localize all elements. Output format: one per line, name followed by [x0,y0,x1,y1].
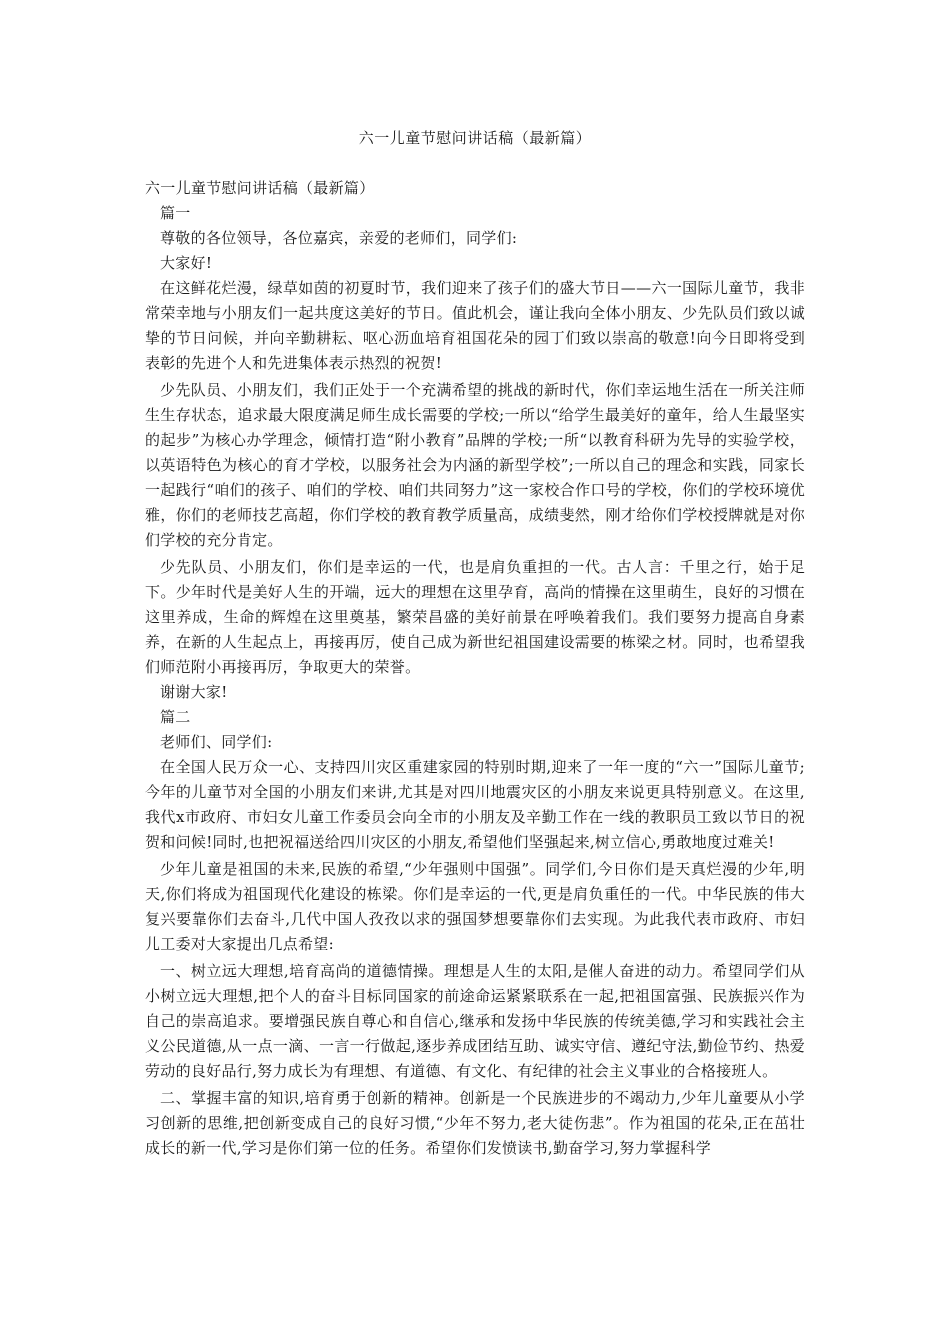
paragraph: 少年儿童是祖国的未来,民族的希望,“少年强则中国强”。同学们,今日你们是天真烂漫的少年,明天,你们将成为祖国现代化建设的栋梁。你们是幸运的一代,更是肩负重任的一代。中华民族的伟大复兴要靠你们去奋斗,几代中国人孜孜以求的强国梦想要靠你们去实现。为此我代表市政府、市妇儿工委对大家提出几点希望: [145,860,805,953]
paragraph: 少先队员、小朋友们，你们是幸运的一代，也是肩负重担的一代。古人言：千里之行，始于足下。少年时代是美好人生的开端，远大的理想在这里孕育，高尚的情操在这里萌生，良好的习惯在这里养成，生命的辉煌在这里奠基，繁荣昌盛的美好前景在呼唤着我们。我们要努力提高自身素养，在新的人生起点上，再接再厉，使自己成为新世纪祖国建设需要的栋梁之材。同时，也希望我们师范附小再接再厉，争取更大的荣誉。 [145,558,805,676]
closing-1: 谢谢大家! [160,683,228,701]
paragraph: 在这鲜花烂漫，绿草如茵的初夏时节，我们迎来了孩子们的盛大节日——六一国际儿童节，我非常荣幸地与小朋友们一起共度这美好的节日。值此机会，谨让我向全体小朋友、少先队员们致以诚挚的节日问候，并向辛勤耕耘、呕心沥血培育祖国花朵的园丁们致以崇高的敬意!向今日即将受到表彰的先进个人和先进集体表示热烈的祝贺! [145,279,805,372]
section-heading-1: 篇一 [160,204,191,222]
paragraph: 一、树立远大理想,培育高尚的道德情操。理想是人生的太阳,是催人奋进的动力。希望同学们从小树立远大理想,把个人的奋斗目标同国家的前途命运紧紧联系在一起,把祖国富强、民族振兴作为自己的崇高追求。要增强民族自尊心和自信心,继承和发扬中华民族的传统美德,学习和实践社会主义公民道德,从一点一滴、一言一行做起,逐步养成团结互助、诚实守信、遵纪守法,勤俭节约、热爱劳动的良好品行,努力成长为有理想、有道德、有文化、有纪律的社会主义事业的合格接班人。 [145,962,805,1080]
paragraph: 少先队员、小朋友们，我们正处于一个充满希望的挑战的新时代，你们幸运地生活在一所关注师生生存状态，追求最大限度满足师生成长需要的学校;一所以“给学生最美好的童年，给人生最坚实的起步”为核心办学理念，倾情打造“附小教育”品牌的学校;一所“以教育科研为先导的实验学校，以英语特色为核心的育才学校，以服务社会为内涵的新型学校”;一所以自己的理念和实践，同家长一起践行“咱们的孩子、咱们的学校、咱们共同努力”这一家校合作口号的学校，你们的学校环境优雅，你们的老师技艺高超，你们学校的教育教学质量高，成绩斐然，刚才给你们学校授牌就是对你们学校的充分肯定。 [145,381,805,549]
salutation-1: 尊敬的各位领导，各位嘉宾，亲爱的老师们，同学们: [160,229,518,247]
paragraph: 在全国人民万众一心、支持四川灾区重建家园的特别时期,迎来了一年一度的“六一”国际儿童节;今年的儿童节对全国的小朋友们来讲,尤其是对四川地震灾区的小朋友来说更具特别意义。在这里,我代x市政府、市妇女儿童工作委员会向全市的小朋友及辛勤工作在一线的教职员工致以节日的祝贺和问候!同时,也把祝福送给四川灾区的小朋友,希望他们坚强起来,树立信心,勇敢地度过难关! [145,758,805,851]
document-body [145,176,805,1161]
document-title: 六一儿童节慰问讲话稿（最新篇） [358,129,592,147]
paragraph: 二、掌握丰富的知识,培育勇于创新的精神。创新是一个民族进步的不竭动力,少年儿童要从小学习创新的思维,把创新变成自己的良好习惯,“少年不努力,老大徒伤悲”。作为祖国的花朵,正在茁壮成长的新一代,学习是你们第一位的任务。希望你们发愤读书,勤奋学习,努力掌握科学 [145,1089,805,1157]
greeting-1: 大家好! [160,254,213,272]
section-heading-2: 篇二 [160,708,191,726]
salutation-2: 老师们、同学们: [160,733,273,751]
document-subtitle: 六一儿童节慰问讲话稿（最新篇） [145,179,375,197]
